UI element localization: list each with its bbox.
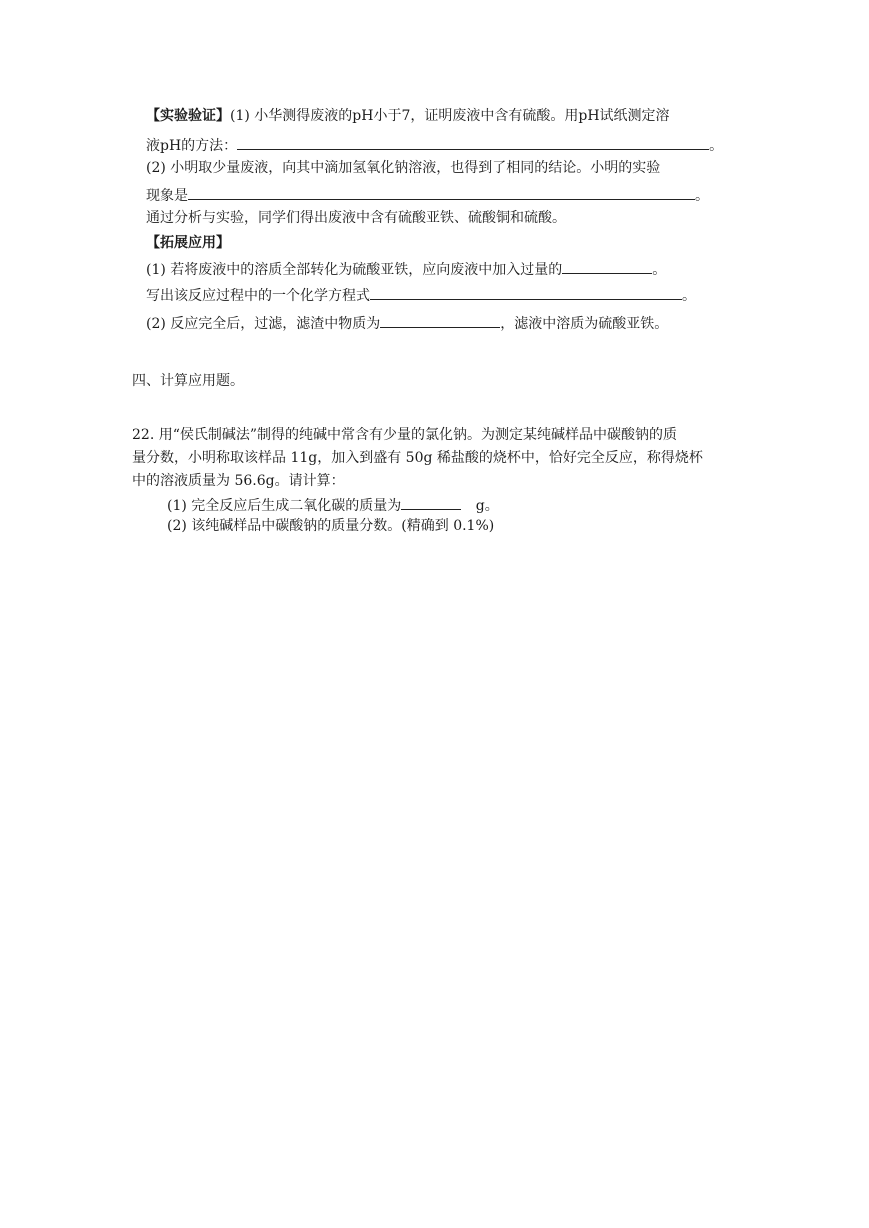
section4-heading xyxy=(132,372,244,390)
equation-blank[interactable] xyxy=(370,285,682,300)
ext1-line2 xyxy=(146,285,696,303)
q22-text-line3: 中的溶液质量为 56.6g。请计算： xyxy=(132,473,345,489)
phenomenon-label: 现象是 xyxy=(146,188,188,204)
extend-heading xyxy=(146,234,230,252)
ext2-text-before: (2) 反应完全后，过滤，滤渣中物质为 xyxy=(146,316,381,332)
verify-item1-line2 xyxy=(146,135,723,153)
verify-item2-line2 xyxy=(146,185,709,203)
q22-text-line2: 量分数，小明称取该样品 11g，加入到盛有 50g 稀盐酸的烧杯中，恰好完全反应，称得烧杯 xyxy=(132,450,703,466)
equation-label: 写出该反应过程中的一个化学方程式 xyxy=(146,288,370,304)
q22-line2 xyxy=(132,449,703,467)
verify-item1-line1 xyxy=(146,107,670,125)
ext1-line1 xyxy=(146,259,666,277)
q22-sub1-unit: g。 xyxy=(471,498,499,514)
q22-sub2-text: (2) 该纯碱样品中碳酸钠的质量分数。(精确到 0.1%) xyxy=(167,518,495,534)
verify-item2-line1 xyxy=(146,159,660,177)
ext1-text: (1) 若将废液中的溶质全部转化为硫酸亚铁，应向废液中加入过量的 xyxy=(146,262,563,278)
q22-sub1 xyxy=(167,495,499,513)
conclusion-line xyxy=(146,209,566,227)
co2-mass-blank[interactable] xyxy=(401,495,461,510)
q22-line3 xyxy=(132,472,345,490)
conclusion-text: 通过分析与实验，同学们得出废液中含有硫酸亚铁、硫酸铜和硫酸。 xyxy=(146,210,566,226)
ext2-line xyxy=(146,313,668,331)
section4-heading-text: 四、计算应用题。 xyxy=(132,373,244,389)
phenomenon-blank[interactable] xyxy=(188,185,695,200)
ext2-text-after: ，滤液中溶质为硫酸亚铁。 xyxy=(500,316,669,332)
q22-text-line1: 22. 用“侯氏制碱法”制得的纯碱中常含有少量的氯化钠。为测定某纯碱样品中碳酸钠的质 xyxy=(132,427,678,443)
punct-period: 。 xyxy=(652,262,667,278)
verify-label: 【实验验证】 xyxy=(146,108,230,124)
extend-label: 【拓展应用】 xyxy=(146,235,230,251)
ph-method-blank[interactable] xyxy=(237,135,709,150)
ph-method-label: 液pH的方法： xyxy=(146,138,238,154)
punct-period: 。 xyxy=(682,288,696,304)
q22-sub2 xyxy=(167,517,494,535)
punct-period: 。 xyxy=(709,138,724,154)
verify-item1-text: (1) 小华测得废液的pH小于7，证明废液中含有硫酸。用pH试纸测定溶 xyxy=(230,108,670,124)
reagent-blank[interactable] xyxy=(562,259,652,274)
residue-blank[interactable] xyxy=(380,313,500,328)
q22-sub1-text: (1) 完全反应后生成二氧化碳的质量为 xyxy=(167,498,402,514)
verify-item2-text: (2) 小明取少量废液，向其中滴加氢氧化钠溶液，也得到了相同的结论。小明的实验 xyxy=(146,160,661,176)
q22-line1 xyxy=(132,426,677,444)
punct-period: 。 xyxy=(695,188,709,204)
